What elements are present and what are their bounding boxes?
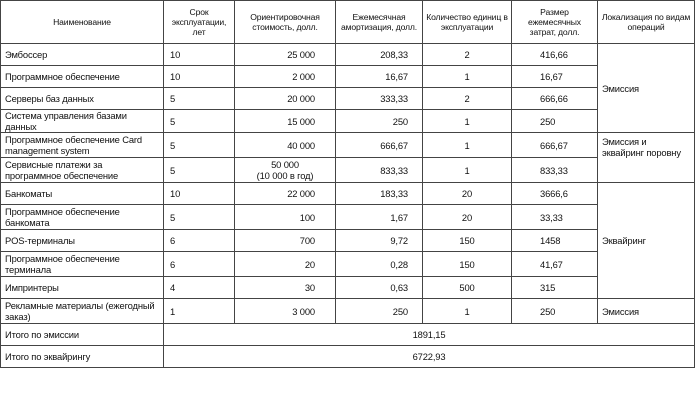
cell-units: 1 <box>423 66 512 88</box>
cell-units: 1 <box>423 110 512 133</box>
header-row <box>1 1 695 44</box>
cell-units: 1 <box>423 299 512 324</box>
total-row-emission <box>1 324 695 346</box>
table-row <box>1 205 695 230</box>
cell-amortization: 9,72 <box>336 230 423 252</box>
cell-cost: 20 <box>235 252 336 277</box>
cell-monthly-cost: 666,67 <box>512 133 598 158</box>
cell-life: 1 <box>164 299 235 324</box>
total-acquiring-value: 6722,93 <box>164 346 695 368</box>
cell-units: 500 <box>423 277 512 299</box>
cell-name: Импринтеры <box>1 277 164 299</box>
header-localization: Локализация по видам операций <box>598 1 695 44</box>
table-row <box>1 66 695 88</box>
cell-cost: 22 000 <box>235 183 336 205</box>
total-emission-label: Итого по эмиссии <box>1 324 164 346</box>
cell-localization-emission-ads: Эмиссия <box>598 299 695 324</box>
cell-name: Серверы баз данных <box>1 88 164 110</box>
cell-name: POS-терминалы <box>1 230 164 252</box>
cell-monthly-cost: 666,66 <box>512 88 598 110</box>
total-emission-value: 1891,15 <box>164 324 695 346</box>
cell-amortization: 333,33 <box>336 88 423 110</box>
cell-cost <box>235 158 336 183</box>
cell-cost: 15 000 <box>235 110 336 133</box>
cell-amortization: 0,63 <box>336 277 423 299</box>
cell-localization-acquiring: Эквайринг <box>598 183 695 299</box>
cell-amortization: 250 <box>336 110 423 133</box>
header-monthly-cost: Размер ежемесячных затрат, долл. <box>512 1 598 44</box>
cell-monthly-cost: 33,33 <box>512 205 598 230</box>
cell-amortization: 833,33 <box>336 158 423 183</box>
cell-amortization: 1,67 <box>336 205 423 230</box>
cell-name: Программное обеспечение Card management system <box>1 133 164 158</box>
cell-units: 1 <box>423 158 512 183</box>
cell-units: 2 <box>423 88 512 110</box>
table-row <box>1 277 695 299</box>
cell-name: Программное обеспечение <box>1 66 164 88</box>
cell-monthly-cost: 16,67 <box>512 66 598 88</box>
cell-cost: 40 000 <box>235 133 336 158</box>
cell-life: 5 <box>164 88 235 110</box>
cell-life: 6 <box>164 252 235 277</box>
cell-monthly-cost: 3666,6 <box>512 183 598 205</box>
cell-life: 5 <box>164 133 235 158</box>
table-row <box>1 158 695 183</box>
cell-name: Программное обеспечение терминала <box>1 252 164 277</box>
cell-cost: 2 000 <box>235 66 336 88</box>
cell-units: 150 <box>423 252 512 277</box>
cell-life: 4 <box>164 277 235 299</box>
table-row <box>1 44 695 66</box>
cell-monthly-cost: 1458 <box>512 230 598 252</box>
header-life: Срок эксплуатации, лет <box>164 1 235 44</box>
cell-name: Банкоматы <box>1 183 164 205</box>
table-row <box>1 230 695 252</box>
cell-amortization: 250 <box>336 299 423 324</box>
cell-name: Сервисные платежи за программное обеспечение <box>1 158 164 183</box>
cell-name: Эмбоссер <box>1 44 164 66</box>
cell-monthly-cost: 416,66 <box>512 44 598 66</box>
cell-monthly-cost: 833,33 <box>512 158 598 183</box>
cell-amortization: 183,33 <box>336 183 423 205</box>
cell-cost-note: (10 000 в год) <box>256 170 314 181</box>
header-units: Количество единиц в эксплуатации <box>423 1 512 44</box>
cell-cost: 100 <box>235 205 336 230</box>
cell-cost-value: 50 000 <box>271 159 299 170</box>
cell-life: 10 <box>164 183 235 205</box>
cell-units: 1 <box>423 133 512 158</box>
cell-name: Программное обеспечение банкомата <box>1 205 164 230</box>
cell-name: Система управления базами данных <box>1 110 164 133</box>
cell-monthly-cost: 41,67 <box>512 252 598 277</box>
table-row <box>1 252 695 277</box>
cell-cost: 3 000 <box>235 299 336 324</box>
cell-amortization: 16,67 <box>336 66 423 88</box>
cell-monthly-cost: 250 <box>512 110 598 133</box>
table-row <box>1 133 695 158</box>
cell-amortization: 0,28 <box>336 252 423 277</box>
cell-units: 20 <box>423 205 512 230</box>
table-row <box>1 299 695 324</box>
total-acquiring-label: Итого по эквайрингу <box>1 346 164 368</box>
cell-units: 2 <box>423 44 512 66</box>
cell-amortization: 208,33 <box>336 44 423 66</box>
header-name: Наименование <box>1 1 164 44</box>
cell-name: Рекламные материалы (ежегодный заказ) <box>1 299 164 324</box>
cell-life: 5 <box>164 205 235 230</box>
cell-units: 20 <box>423 183 512 205</box>
cell-life: 6 <box>164 230 235 252</box>
cell-monthly-cost: 250 <box>512 299 598 324</box>
cell-amortization: 666,67 <box>336 133 423 158</box>
cell-units: 150 <box>423 230 512 252</box>
cell-cost: 30 <box>235 277 336 299</box>
table-row <box>1 88 695 110</box>
total-row-acquiring <box>1 346 695 368</box>
cell-localization-emission: Эмиссия <box>598 44 695 133</box>
cell-monthly-cost: 315 <box>512 277 598 299</box>
header-cost: Ориентировочная стоимость, долл. <box>235 1 336 44</box>
cell-cost: 25 000 <box>235 44 336 66</box>
header-amortization: Ежемесячная амортизация, долл. <box>336 1 423 44</box>
cell-cost: 20 000 <box>235 88 336 110</box>
table-row <box>1 183 695 205</box>
cell-life: 10 <box>164 44 235 66</box>
cell-cost: 700 <box>235 230 336 252</box>
table-row <box>1 110 695 133</box>
cell-life: 5 <box>164 110 235 133</box>
cell-localization-split: Эмиссия и эквайринг поровну <box>598 133 695 183</box>
cell-life: 5 <box>164 158 235 183</box>
cell-life: 10 <box>164 66 235 88</box>
